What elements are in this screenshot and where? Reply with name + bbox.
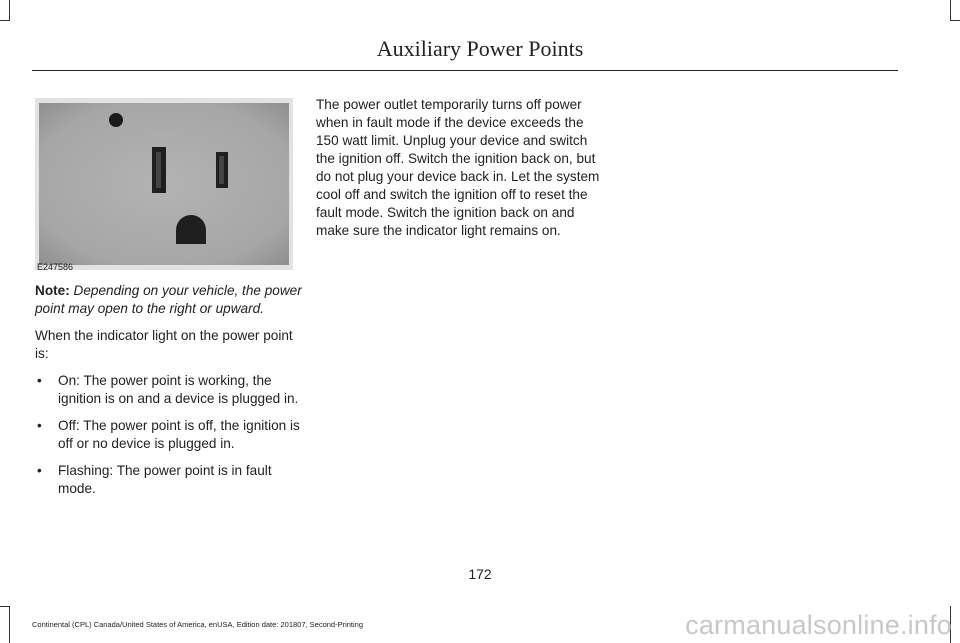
crop-mark-top-left-v bbox=[9, 0, 10, 20]
right-column bbox=[316, 96, 604, 240]
intro-paragraph: When the indicator light on the power point is: bbox=[35, 328, 293, 361]
crop-mark-bottom-left-h bbox=[0, 606, 10, 607]
list-item bbox=[35, 372, 310, 408]
figure-id: E247586 bbox=[37, 262, 74, 272]
bullet-icon: • bbox=[37, 418, 42, 433]
list-item-text: Flashing: The power point is in fault mode. bbox=[58, 463, 272, 496]
indicator-state-list bbox=[35, 372, 310, 498]
list-item bbox=[35, 417, 310, 453]
list-item-text: On: The power point is working, the ignition is on and a device is plugged in. bbox=[58, 373, 299, 406]
page-number: 172 bbox=[468, 566, 492, 582]
left-column bbox=[35, 282, 310, 507]
crop-mark-top-right-h bbox=[950, 20, 960, 21]
list-item-text: Off: The power point is off, the ignition is off or no device is plugged in. bbox=[58, 418, 300, 451]
crop-mark-top-right-v bbox=[950, 0, 951, 20]
crop-mark-bottom-left-v bbox=[9, 606, 10, 643]
power-outlet-illustration bbox=[35, 98, 293, 270]
note-label: Note: bbox=[35, 283, 70, 298]
crop-mark-top-left-h bbox=[0, 20, 10, 21]
list-item bbox=[35, 462, 310, 498]
bullet-icon: • bbox=[37, 373, 42, 388]
bullet-icon: • bbox=[37, 463, 42, 478]
watermark: carmanualsonline.info bbox=[685, 610, 952, 640]
outlet-ground-hole bbox=[176, 215, 206, 244]
header-rule bbox=[32, 70, 898, 71]
footer-edition: Continental (CPL) Canada/United States of America, enUSA, Edition date: 201807, Second-Printing bbox=[32, 620, 364, 629]
note bbox=[35, 282, 310, 318]
indicator-light-icon bbox=[109, 113, 123, 127]
note-text: Depending on your vehicle, the power point may open to the right or upward. bbox=[35, 283, 302, 316]
fault-mode-paragraph: The power outlet temporarily turns off power when in fault mode if the device exceeds the 150 watt limit. Unplug your device and switch the ignition off. Switch the ignition back on, but do not plug your device back in. Let the system cool off and switch the ignition off to reset the fault mode. Switch the ignition back on and make sure the indicator light remains on. bbox=[316, 97, 600, 238]
page-title: Auxiliary Power Points bbox=[376, 36, 584, 61]
